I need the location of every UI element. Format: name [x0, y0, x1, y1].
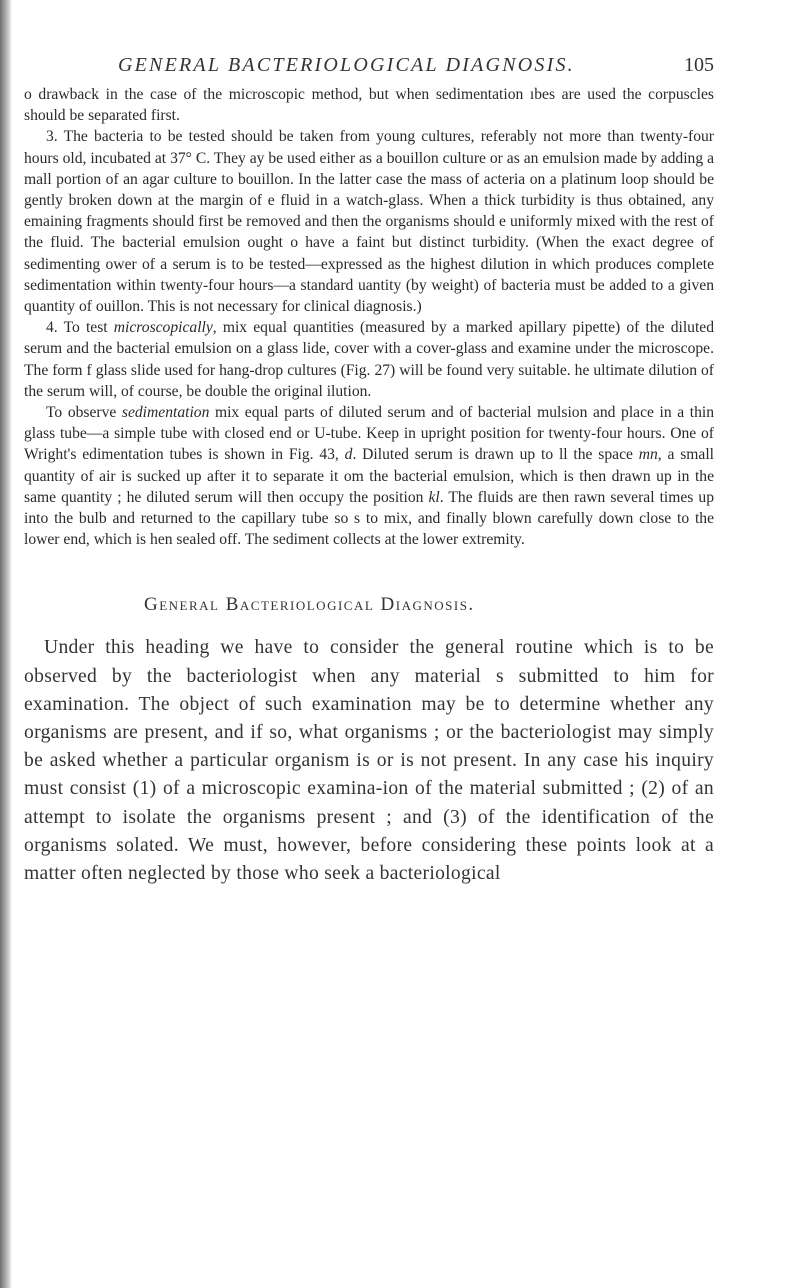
emphasis-mn: mn	[638, 446, 658, 464]
page-binding-shadow	[0, 0, 12, 1288]
emphasis-kl: kl	[428, 488, 440, 506]
section-sedimentation-procedure	[24, 84, 714, 550]
emphasis-fig-letter: d	[344, 446, 353, 464]
running-head	[24, 0, 714, 84]
paragraph-step-4: 4. To test microscopically, mix equal quantities (measured by a marked apillary pipette) of the diluted serum and the bacterial emulsion on a glass lide, cover with a cover-glass and examine under the microscope. The form f glass slide used for hang-drop cultures (Fig. 27) will be found very suitable. he ultimate dilution of the serum will, of course, be double the original ilution.	[24, 319, 715, 400]
emphasis-sedimentation: sedimentation	[121, 404, 210, 422]
emphasis-microscopically: microscopically	[113, 319, 213, 337]
running-title: GENERAL BACTERIOLOGICAL DIAGNOSIS.	[118, 54, 575, 76]
section-heading: General Bacteriological Diagnosis.	[144, 594, 475, 616]
section-general-diagnosis	[24, 634, 714, 888]
paragraph-general-routine: Under this heading we have to consider the general routine which is to be observed by the bacteriologist when any material s submitted to him for examination. The object of such examination may be to determine whether any organisms are present, and if so, what organisms ; or the bacteriologist may simply be asked whether a particular organism is or is not present. In any case his inquiry must consist (1) of a microscopic examina-ion of the material submitted ; (2) of an attempt to isolate the organisms present ; and (3) of the identification of the organisms solated. We must, however, before considering these points look at a matter often neglected by those who seek a bacteriological	[24, 637, 714, 885]
paragraph-sedimentation: To observe sedimentation mix equal parts of diluted serum and of bacterial mulsion and place in a thin glass tube—a simple tube with closed end or U-tube. Keep in upright position for twenty-four hours. One of Wright's edimentation tubes is shown in Fig. 43, d. Diluted serum is drawn up to ll the space mn, a small quantity of air is sucked up after it to separate it om the bacterial emulsion, which is then drawn up in the same quantity ; he diluted serum will then occupy the position kl. The fluids are then rawn several times up into the bulb and returned to the capillary tube so s to mix, and finally blown carefully down close to the lower end, which is hen sealed off. The sediment collects at the lower extremity.	[24, 404, 714, 549]
paragraph-step-3: 3. The bacteria to be tested should be taken from young cultures, referably not more than twenty-four hours old, incubated at 37° C. They ay be used either as a bouillon culture or as an emulsion made by adding a mall portion of an agar culture to bouillon. In the latter case the mass of acteria on a platinum loop should be gently broken down at the margin of e fluid in a watch-glass. When a thick turbidity is thus obtained, any emaining fragments should first be removed and then the organisms should e uniformly mixed with the rest of the fluid. The bacterial emulsion ought o have a faint but distinct turbidity. (When the exact degree of sedimenting ower of a serum is to be tested—expressed as the highest dilution in which produces complete sedimentation within twenty-four hours—a standard uantity (by weight) of bacteria must be added to a given quantity of ouillon. This is not necessary for clinical diagnosis.)	[24, 128, 714, 316]
paragraph-continued: o drawback in the case of the microscopic method, but when sedimentation ıbes are used the corpuscles should be separated first.	[24, 86, 714, 125]
page-number: 105	[684, 54, 714, 76]
book-page	[24, 0, 714, 888]
